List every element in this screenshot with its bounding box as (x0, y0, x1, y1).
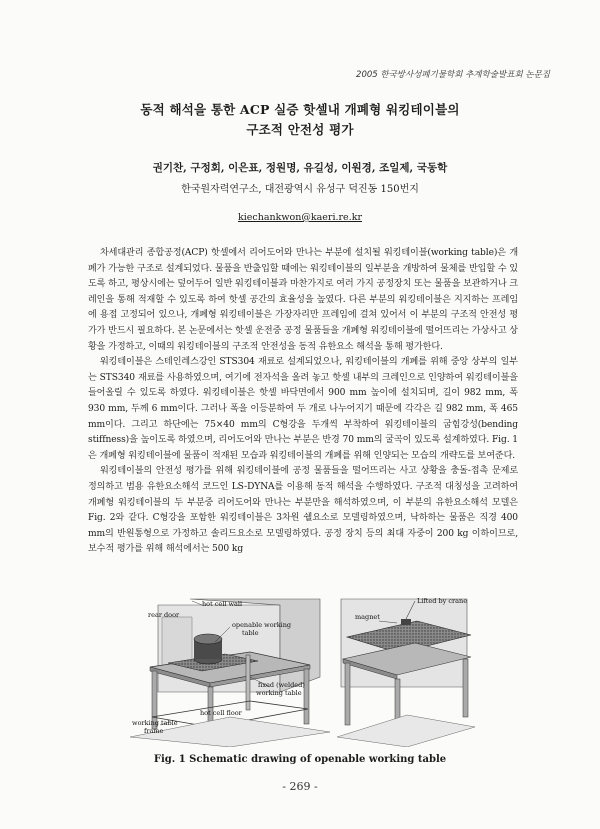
label-frame: frame (144, 727, 164, 735)
body-text (88, 246, 518, 558)
figure-caption: Fig. 1 Schematic drawing of openable working table (153, 754, 447, 765)
author-list: 권기찬, 구정회, 이은표, 정원명, 유길성, 이원경, 조일제, 국동학 (152, 162, 448, 174)
label-magnet: magnet (355, 613, 380, 621)
conference-header: 2005 한국방사성폐기물학회 추계학술발표회 논문집 (356, 70, 550, 80)
paragraph-1: 차세대관리 종합공정(ACP) 핫셀에서 리어도어와 만나는 부분에 설치될 워킹테이블(working table)은 개폐가 가능한 구조로 설계되었다. 물품을 반출입할 때에는 워킹테이블의 일부분을 개방하여 물체를 반입할 수 있도록 하고, 평상시에는 덮어두어 일반 워킹테이블과 마찬가지로 여러 가지 공정장치 또는 물품을 보관하거나 크레인을 통해 적재할 수 있도록 하여 핫셀 공간의 효율성을 높였다. 다른 부분의 워킹테이블은 지지하는 프레임에 용접 고정되어 있으나, 개폐형 워킹테이블은 가장자리만 프레임에 걸쳐 있어서 이 부분의 구조적 안전성 평가가 반드시 필요하다. 본 논문에서는 핫셀 운전중 공정 물품들을 개폐형 워킹테이블에 떨어뜨리는 가상사고 상황을 가정하고, 이때의 워킹테이블의 구조적 안전성을 동적 유한요소 해석을 통해 평가한다. (88, 248, 518, 352)
label-fixed-working-table: working table (256, 689, 302, 697)
label-openable-working: openable working (232, 621, 292, 629)
figure-left-drawing (130, 597, 330, 747)
figure-1 (130, 597, 475, 747)
page-number: - 269 - (282, 780, 318, 793)
label-hot-cell-wall: hot cell wall (202, 600, 243, 608)
paper-title-line-2: 구조적 안전성 평가 (246, 122, 354, 137)
paper-title-line-1: 동적 해석을 통한 ACP 실증 핫셀내 개폐형 워킹테이블의 (140, 102, 460, 117)
author-email: kiechankwon@kaeri.re.kr (238, 212, 362, 223)
label-openable-table: table (242, 629, 259, 637)
label-lifted-by-crane: Lifted by crane (417, 597, 468, 605)
paragraph-2: 워킹테이블은 스테인레스강인 STS304 재료로 설계되었으나, 워킹테이블의 개폐를 위해 중앙 상부의 일부는 STS340 재료를 사용하였으며, 여기에 전자석을 올려 놓고 핫셀 내부의 크레인으로 인양하여 워킹테이블을 들어올릴 수 있도록 하였다. 워킹테이블은 핫셀 바닥면에서 900 mm 높이에 설치되며, 길이 982 mm, 폭 930 mm, 두께 6 mm이다. 그러나 폭을 이등분하여 두 개로 나누어지기 때문에 각각은 길 982 mm, 폭 465 mm이다. 그리고 하단에는 75×40 mm의 C형강을 두개씩 부착하여 워킹테이블의 굽힘강성(bending stiffness)을 높이도록 하였으며, 리어도어와 만나는 부분은 반경 70 mm의 굴곡이 있도록 설계하였다. Fig. 1은 개폐형 워킹테이블에 물품이 적재된 모습과 워킹테이블의 개폐를 위해 인양되는 모습의 개략도를 보여준다. (88, 357, 518, 461)
label-hot-cell-floor: hot cell floor (200, 709, 242, 717)
label-frame-working-table: working table (132, 719, 178, 727)
label-fixed-welded: fixed (welded) (258, 681, 305, 689)
label-rear-door: rear door (148, 611, 180, 619)
figure-right-drawing (337, 597, 475, 747)
affiliation: 한국원자력연구소, 대전광역시 유성구 덕진동 150번지 (181, 184, 419, 195)
paragraph-3: 워킹테이블의 안전성 평가를 위해 워킹테이블에 공정 물품들을 떨어뜨리는 사고 상황을 충돌-접촉 문제로 정의하고 범용 유한요소해석 코드인 LS-DYNA를 이용해 동적 해석을 수행하였다. 구조적 대칭성을 고려하여 개폐형 워킹테이블의 두 부분중 리어도어와 만나는 부분만을 해석하였으며, 이 부분의 유한요소해석 모델은 Fig. 2와 같다. C형강을 포함한 워킹테이블은 3차원 쉘요소로 모델링하였으며, 낙하하는 물품은 직경 400 mm의 반원통형으로 가정하고 솔리드요소로 모델링하였다. 공정 장치 등의 최대 자중이 200 kg 이하이므로, 보수적 평가를 위해 해석에서는 500 kg (88, 466, 518, 555)
